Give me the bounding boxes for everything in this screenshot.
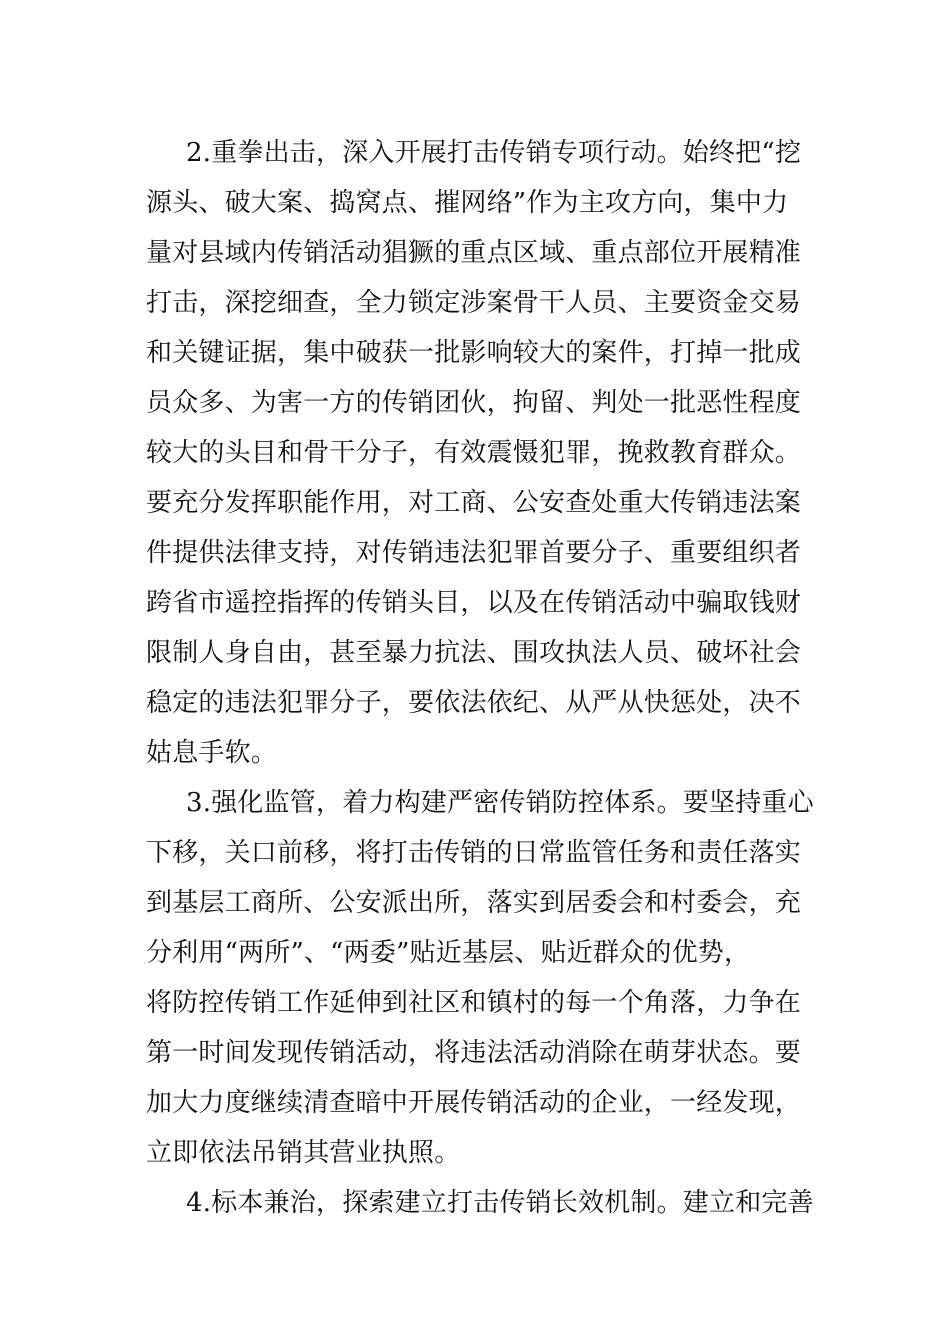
text-line: 立即依法吊销其营业执照。: [146, 1138, 461, 1168]
text-line: 限制人身自由，甚至暴力抗法、围攻执法人员、破坏社会: [146, 638, 802, 668]
text-line: 第一时间发现传销活动，将违法活动消除在萌芽状态。要: [146, 1038, 802, 1068]
paragraph-2-heading-line: 2.重拳出击，深入开展打击传销专项行动。始终把“挖: [186, 138, 802, 168]
text-line: 加大力度继续清查暗中开展传销活动的企业，一经发现，: [146, 1088, 802, 1118]
text-line: 将防控传销工作延伸到社区和镇村的每一个角落，力争在: [146, 988, 802, 1018]
text-line: 下移，关口前移，将打击传销的日常监管任务和责任落实: [146, 838, 802, 868]
text-line: 源头、破大案、捣窝点、摧网络”作为主攻方向，集中力: [146, 188, 789, 218]
text-line: 打击，深挖细查，全力锁定涉案骨干人员、主要资金交易: [146, 288, 802, 318]
text-line: 和关键证据，集中破获一批影响较大的案件，打掉一批成: [146, 338, 802, 368]
text-line: 跨省市遥控指挥的传销头目，以及在传销活动中骗取钱财: [146, 588, 802, 618]
text-line: 分利用“两所”、“两委”贴近基层、贴近群众的优势，: [146, 938, 751, 968]
text-line: 稳定的违法犯罪分子，要依法依纪、从严从快惩处，决不: [146, 688, 802, 718]
paragraph-3-heading-line: 3.强化监管，着力构建严密传销防控体系。要坚持重心: [186, 788, 814, 818]
text-line: 要充分发挥职能作用，对工商、公安查处重大传销违法案: [146, 488, 802, 518]
text-line: 较大的头目和骨干分子，有效震慑犯罪，挽救教育群众。: [146, 438, 802, 468]
text-line: 员众多、为害一方的传销团伙，拘留、判处一批恶性程度: [146, 388, 802, 418]
paragraph-4-heading-line: 4.标本兼治，探索建立打击传销长效机制。建立和完善: [186, 1188, 814, 1218]
text-line: 件提供法律支持，对传销违法犯罪首要分子、重要组织者: [146, 538, 802, 568]
text-line: 量对县域内传销活动猖獗的重点区域、重点部位开展精准: [146, 238, 802, 268]
text-line: 到基层工商所、公安派出所，落实到居委会和村委会，充: [146, 888, 802, 918]
text-line: 姑息手软。: [146, 738, 278, 768]
